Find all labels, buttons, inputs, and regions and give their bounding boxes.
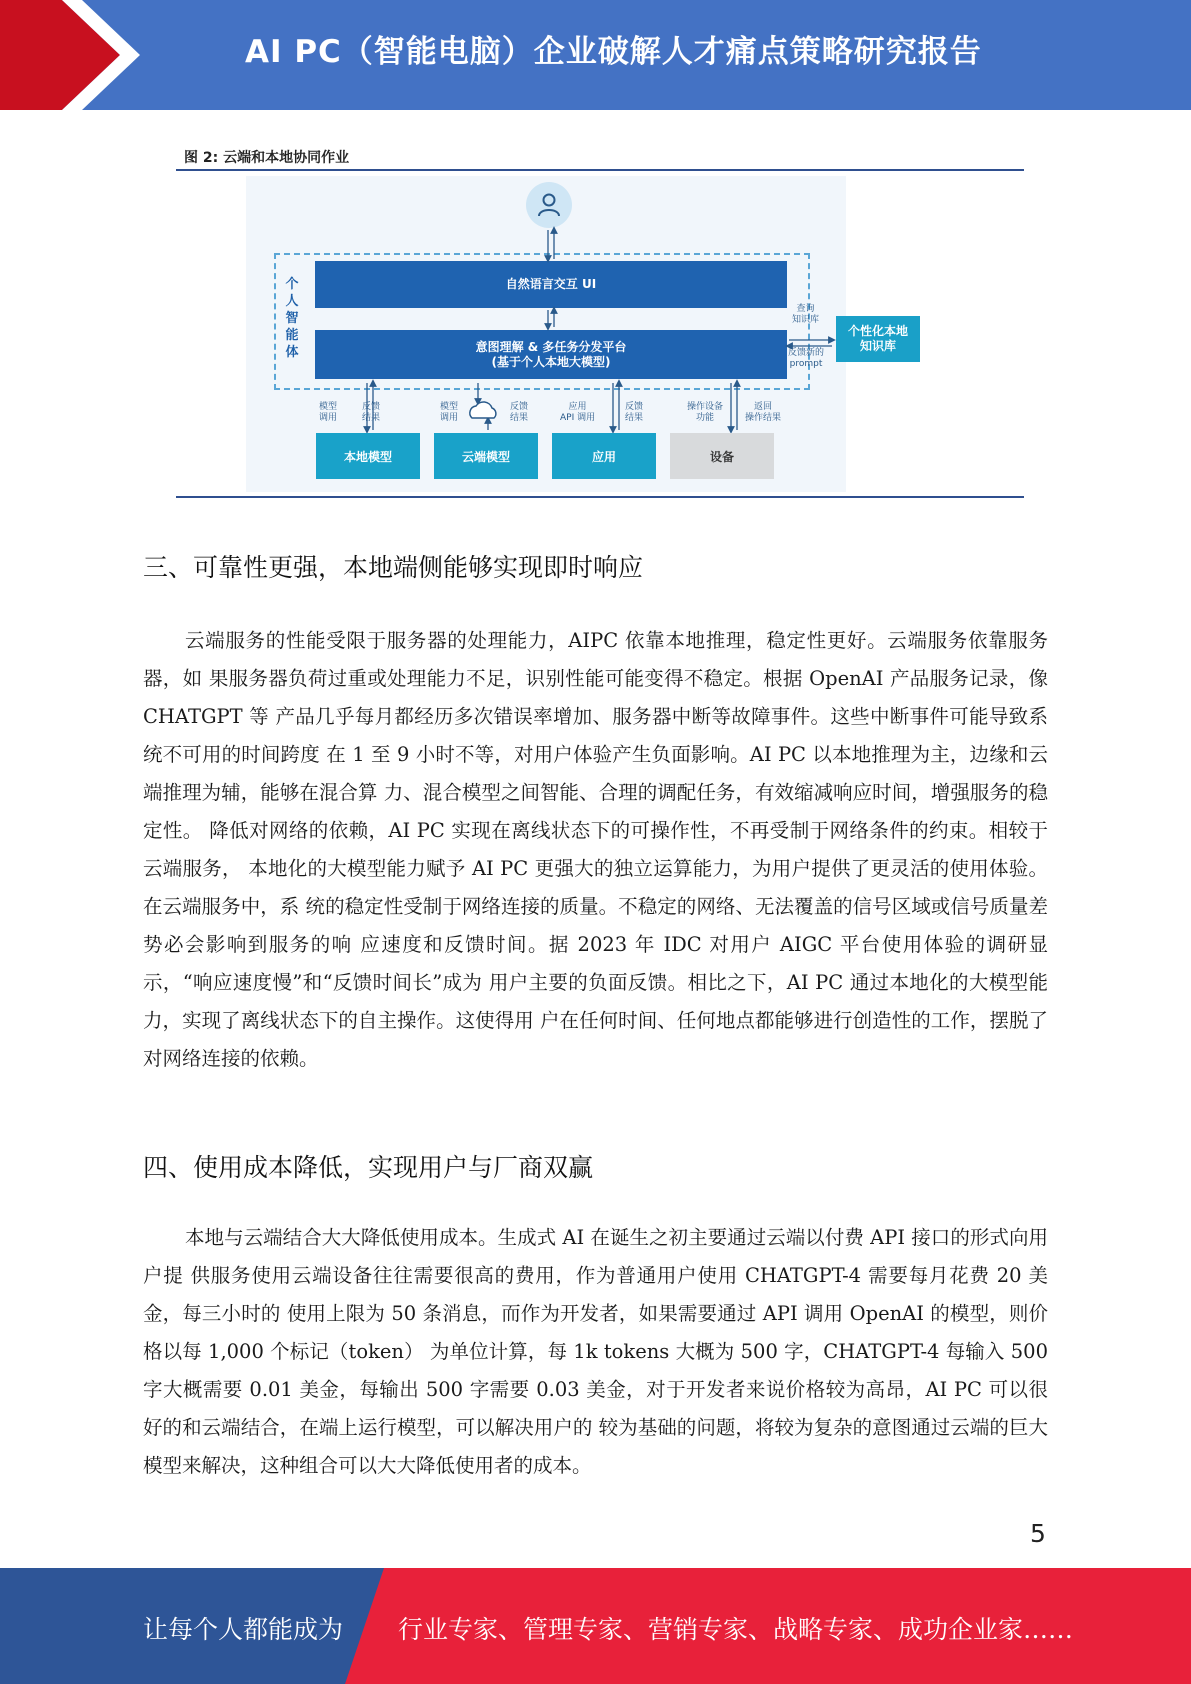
- figure-caption: 图 2: 云端和本地协同作业: [184, 150, 350, 166]
- figure-bottom-rule: [176, 496, 1024, 498]
- intent-platform-label-line1: 意图理解 & 多任务分发平台: [475, 339, 627, 354]
- natural-language-ui-label: 自然语言交互 UI: [505, 277, 597, 291]
- feedback-label-line2: 结果: [510, 413, 529, 423]
- page-footer: [0, 1568, 1191, 1684]
- cloud-icon: [470, 402, 496, 418]
- feedback-label-line2: 操作结果: [745, 413, 782, 423]
- query-label-line1: 查询: [796, 304, 815, 314]
- section-4-paragraph: 本地与云端结合大大降低使用成本。生成式 AI 在诞生之初主要通过云端以付费 API 接口的形式向用户提 供服务使用云端设备往往需要很高的费用，作为普通用户使用 CHATGPT-4 需要每月花费 20 美金，每三小时的 使用上限为 50 条消息，而作为开发者，如果需要通过 API 调用 OpenAI 的模型，则价格以每 1,000 个标记（token） 为单位计算，每 1k tokens 大概为 500 字，CHATGPT-4 每输入 500 字大概需要 0.01 美金，每输出 500 字需要 0.03 美金，对于开发者来说价格较为高昂，AI PC 可以很好的和云端结合，在端上运行模型，可以解决用户的 较为基础的问题，将较为复杂的意图通过云端的巨大模型来解决，这种组合可以大大降低使用者的成本。: [143, 1226, 1048, 1477]
- section-4-heading: 四、使用成本降低，实现用户与厂商双赢: [143, 1153, 594, 1182]
- call-label-line1: 模型: [440, 402, 459, 412]
- feedback-label-line2: 结果: [362, 413, 381, 423]
- cloud-model-label: 云端模型: [461, 449, 510, 464]
- footer-slogan-right: 行业专家、管理专家、营销专家、战略专家、成功企业家……: [398, 1615, 1074, 1644]
- application-label: 应用: [591, 449, 616, 464]
- call-label-line2: API 调用: [560, 413, 596, 423]
- footer-slogan-left: 让每个人都能成为: [143, 1615, 344, 1644]
- feedback-label-line2: 结果: [625, 413, 644, 423]
- feedback-label-line1: 返回: [754, 402, 773, 412]
- call-label-line1: 操作设备: [687, 402, 724, 412]
- application-box: [552, 433, 656, 479]
- call-label-line2: 调用: [319, 413, 338, 423]
- section-3-paragraph: 云端服务的性能受限于服务器的处理能力，AIPC 依靠本地推理，稳定性更好。云端服务依靠服务器，如 果服务器负荷过重或处理能力不足，识别性能可能变得不稳定。根据 OpenAI 产品服务记录，像 CHATGPT 等 产品几乎每月都经历多次错误率增加、服务器中断等故障事件。这些中断事件可能导致系统不可用的时间跨度 在 1 至 9 小时不等，对用户体验产生负面影响。AI PC 以本地推理为主，边缘和云端推理为辅，能够在混合算 力、混合模型之间智能、合理的调配任务，有效缩减响应时间，增强服务的稳定性。 降低对网络的依赖，AI PC 实现在离线状态下的可操作性，不再受制于网络条件的约束。相较于云端服务， 本地化的大模型能力赋予 AI PC 更强大的独立运算能力，为用户提供了更灵活的使用体验。在云端服务中，系 统的稳定性受制于网络连接的质量。不稳定的网络、无法覆盖的信号区域或信号质量差势必会影响到服务的响 应速度和反馈时间。据 2023 年 IDC 对用户 AIGC 平台使用体验的调研显示，“响应速度慢”和“反馈时间长”成为 用户主要的负面反馈。相比之下，AI PC 通过本地化的大模型能力，实现了离线状态下的自主操作。这使得用 户在任何时间、任何地点都能够进行创造性的工作，摆脱了对网络连接的依赖。: [143, 629, 1048, 1070]
- call-label-line1: 应用: [568, 402, 587, 412]
- query-label-line2: 知识库: [792, 315, 820, 325]
- knowledge-base-label-line1: 个性化本地: [847, 324, 908, 338]
- cloud-model-box: [434, 433, 538, 479]
- figure-cloud-local-collaboration: [176, 140, 1024, 500]
- device-label: 设备: [709, 449, 734, 464]
- section-3-heading: 三、可靠性更强，本地端侧能够实现即时响应: [143, 553, 644, 582]
- page-header: [0, 0, 1191, 110]
- intent-platform-label-line2: (基于个人本地大模型): [491, 354, 611, 369]
- header-chevron-decoration: [0, 0, 160, 110]
- feedback-label-line2: prompt: [789, 359, 823, 369]
- call-label-line1: 模型: [319, 402, 338, 412]
- feedback-label-line1: 反馈: [362, 402, 381, 412]
- personal-agent-label: 个人智能体: [285, 277, 299, 360]
- call-label-line2: 调用: [440, 413, 459, 423]
- knowledge-base-label-line2: 知识库: [859, 339, 896, 353]
- local-model-box: [316, 433, 420, 479]
- feedback-label-line1: 反馈新的: [788, 348, 825, 358]
- feedback-label-line1: 反馈: [510, 402, 529, 412]
- local-model-label: 本地模型: [343, 449, 392, 464]
- device-box: [670, 433, 774, 479]
- report-title: AI PC（智能电脑）企业破解人才痛点策略研究报告: [245, 34, 982, 70]
- page-number: 5: [1030, 1519, 1046, 1548]
- call-label-line2: 功能: [696, 413, 715, 423]
- feedback-label-line1: 反馈: [625, 402, 644, 412]
